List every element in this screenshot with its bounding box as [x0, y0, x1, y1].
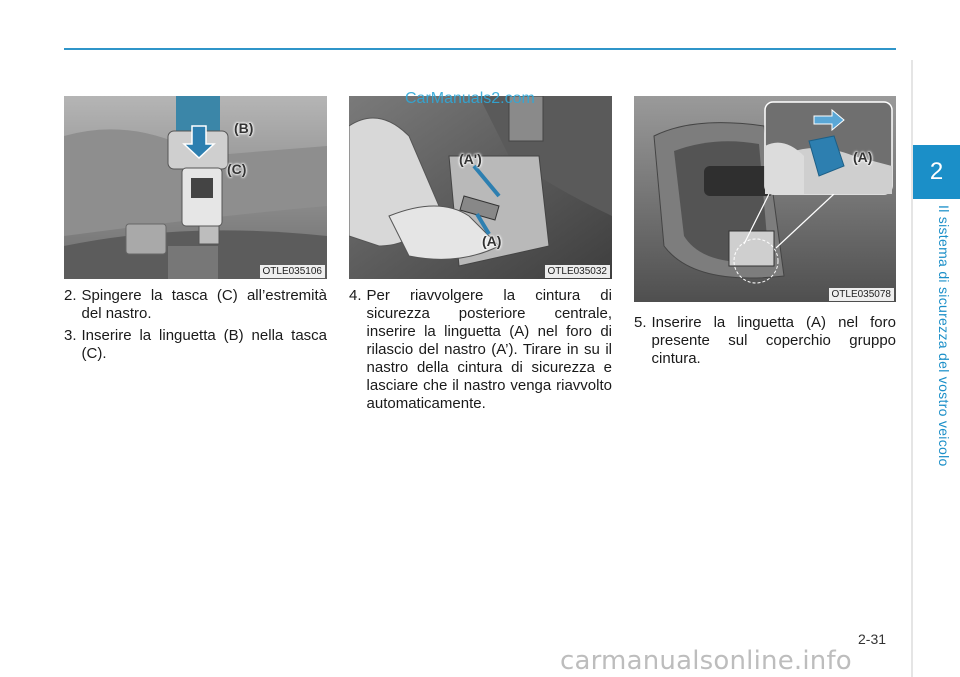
page-number: 2-31 — [858, 631, 887, 647]
figure-3-cover-slot — [634, 96, 896, 302]
figure-2-label-a-prime: (A') — [459, 151, 482, 167]
watermark-top: CarManuals2.com — [405, 90, 535, 107]
column-3-steps — [634, 314, 896, 372]
step-5 — [634, 314, 896, 368]
figure-1-label-c: (C) — [227, 161, 247, 177]
figure-1-code: OTLE035106 — [260, 265, 326, 278]
column-2-steps — [349, 287, 612, 417]
figure-3-code: OTLE035078 — [829, 288, 895, 301]
figure-2-illustration — [349, 96, 612, 279]
step-2 — [64, 287, 327, 323]
header-rule — [64, 48, 896, 50]
step-number: 3. — [64, 327, 77, 344]
chapter-number: 2 — [929, 158, 944, 185]
step-text: Inserire la linguetta (A) nel foro presente sul coperchio gruppo cintura. — [651, 314, 896, 367]
step-number: 5. — [634, 314, 647, 331]
figure-2-buckle-release — [349, 96, 612, 279]
step-number: 4. — [349, 287, 362, 304]
step-4 — [349, 287, 612, 413]
step-number: 2. — [64, 287, 77, 304]
figure-1-illustration — [64, 96, 327, 279]
section-title: Il sistema di sicurezza del vostro veicolo — [936, 205, 952, 467]
figure-1-belt-tongue — [64, 96, 327, 279]
step-text: Per riavvolgere la cintura di sicurezza posteriore centrale, inserire la linguetta (A) nel foro di rilascio del nastro (A’). Tirare in su il nastro della cintura di sicurezza e lasciare che il nastro venga riavvolto automaticamente. — [366, 287, 612, 412]
watermark-bottom: carmanualsonline.info — [560, 646, 852, 676]
figure-3-label-a: (A) — [853, 149, 873, 165]
figure-1-label-b: (B) — [234, 120, 254, 136]
figure-2-label-a: (A) — [482, 233, 502, 249]
chapter-tab[interactable] — [913, 145, 960, 199]
step-text: Inserire la linguetta (B) nella tasca (C). — [81, 327, 327, 362]
figure-2-code: OTLE035032 — [545, 265, 611, 278]
step-text: Spingere la tasca (C) all’estremità del nastro. — [81, 287, 327, 322]
figure-3-illustration — [634, 96, 896, 302]
step-3 — [64, 327, 327, 363]
column-1-steps — [64, 287, 327, 367]
